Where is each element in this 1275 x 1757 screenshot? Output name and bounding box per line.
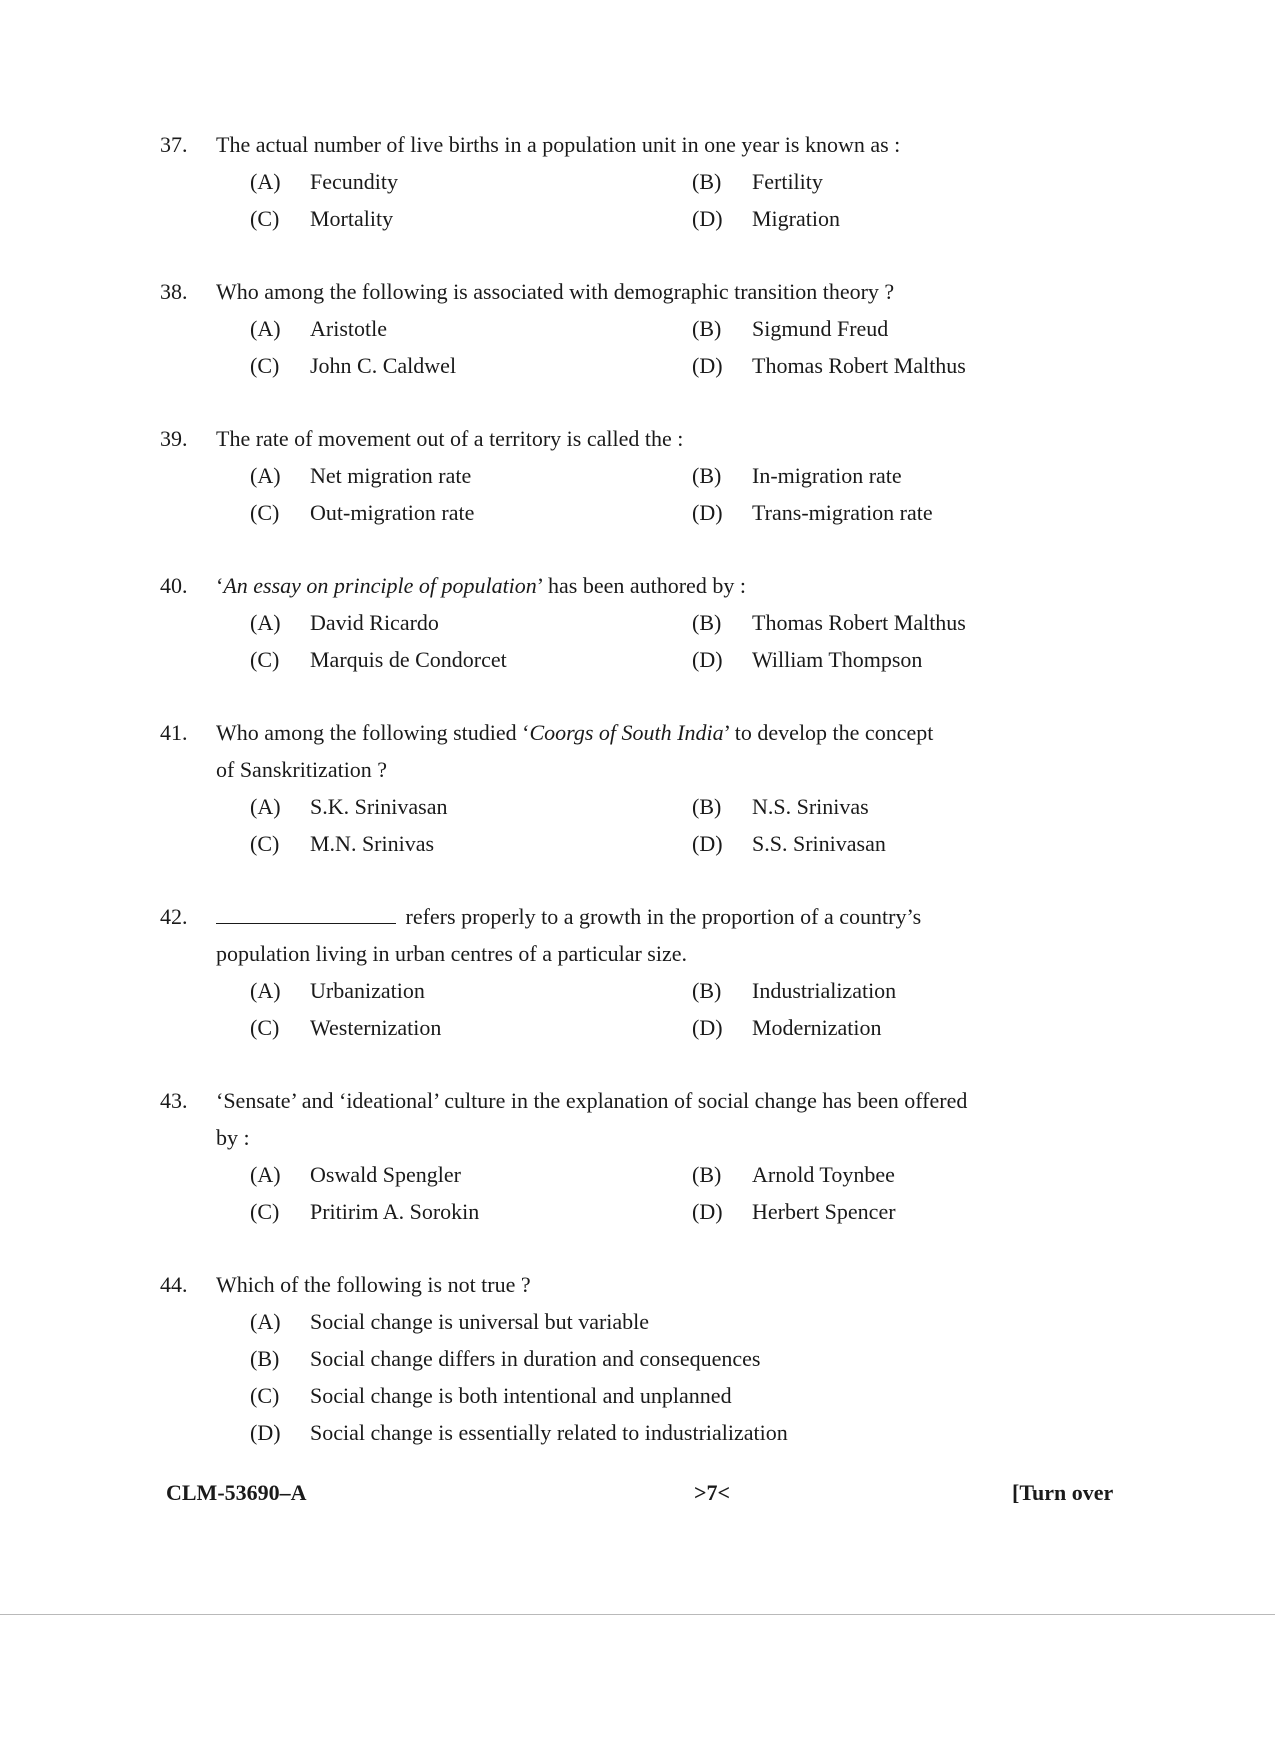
option-d: (D) Trans-migration rate — [692, 500, 933, 525]
option-b: (B) Industrialization — [692, 978, 897, 1003]
question-stem: ‘Sensate’ and ‘ideational’ culture in the explanation of social change has been offered — [216, 1088, 968, 1113]
option-c: (C) Marquis de Condorcet — [250, 647, 507, 672]
options — [250, 972, 1010, 1046]
options — [250, 163, 1010, 237]
option-d: (D) Thomas Robert Malthus — [692, 353, 966, 378]
question-44 — [160, 1266, 1010, 1451]
paper-code: CLM-53690–A — [166, 1480, 307, 1505]
question-number: 41. — [160, 720, 188, 745]
question-43 — [160, 1082, 1010, 1230]
question-number: 42. — [160, 904, 188, 929]
option-b: (B) Arnold Toynbee — [692, 1162, 895, 1187]
option-b: (B) In-migration rate — [692, 463, 902, 488]
option-d: (D) William Thompson — [692, 647, 923, 672]
option-a: (A) Fecundity — [250, 169, 398, 194]
options — [250, 788, 1010, 862]
option-c: (C) Social change is both intentional and unplanned — [250, 1383, 732, 1408]
option-c: (C) Pritirim A. Sorokin — [250, 1199, 480, 1224]
option-a: (A) S.K. Srinivasan — [250, 794, 448, 819]
question-39 — [160, 420, 1010, 531]
option-d: (D) S.S. Srinivasan — [692, 831, 886, 856]
question-stem-line2: of Sanskritization ? — [216, 757, 388, 782]
fill-in-blank — [216, 901, 396, 924]
question-stem: ‘An essay on principle of population’ has been authored by : — [216, 573, 746, 598]
option-a: (A) Oswald Spengler — [250, 1162, 461, 1187]
option-b: (B) Thomas Robert Malthus — [692, 610, 966, 635]
question-40 — [160, 567, 1010, 678]
question-37 — [160, 126, 1010, 237]
options — [250, 1303, 1010, 1451]
question-stem: Which of the following is not true ? — [216, 1272, 531, 1297]
question-number: 37. — [160, 132, 188, 157]
question-41 — [160, 714, 1010, 862]
question-stem: Who among the following studied ‘Coorgs of South India’ to develop the concept — [216, 720, 934, 745]
option-d: (D) Herbert Spencer — [692, 1199, 896, 1224]
option-a: (A) Social change is universal but variable — [250, 1309, 650, 1334]
question-38 — [160, 273, 1010, 384]
options — [250, 1156, 1010, 1230]
option-c: (C) M.N. Srinivas — [250, 831, 435, 856]
option-d: (D) Social change is essentially related to industrialization — [250, 1420, 788, 1445]
question-number: 38. — [160, 279, 188, 304]
option-d: (D) Migration — [692, 206, 840, 231]
option-a: (A) Net migration rate — [250, 463, 472, 488]
option-a: (A) Urbanization — [250, 978, 425, 1003]
question-stem-line2: by : — [216, 1125, 250, 1150]
question-stem: Who among the following is associated with demographic transition theory ? — [216, 279, 895, 304]
option-a: (A) Aristotle — [250, 316, 387, 341]
option-c: (C) Westernization — [250, 1015, 442, 1040]
question-stem: refers properly to a growth in the proportion of a country’s — [216, 898, 1010, 935]
option-c: (C) John C. Caldwel — [250, 353, 457, 378]
scan-edge-line — [0, 1614, 1275, 1615]
question-number: 39. — [160, 426, 188, 451]
options — [250, 604, 1010, 678]
question-number: 44. — [160, 1272, 188, 1297]
option-b: (B) Sigmund Freud — [692, 316, 889, 341]
question-number: 43. — [160, 1088, 188, 1113]
question-number: 40. — [160, 573, 188, 598]
option-b: (B) N.S. Srinivas — [692, 794, 869, 819]
option-c: (C) Mortality — [250, 206, 394, 231]
option-d: (D) Modernization — [692, 1015, 882, 1040]
option-b: (B) Fertility — [692, 169, 823, 194]
options — [250, 457, 1010, 531]
option-c: (C) Out-migration rate — [250, 500, 475, 525]
question-stem: The actual number of live births in a population unit in one year is known as : — [216, 132, 901, 157]
turn-over-note: [Turn over — [1012, 1480, 1114, 1505]
option-b: (B) Social change differs in duration and consequences — [250, 1346, 761, 1371]
option-a: (A) David Ricardo — [250, 610, 439, 635]
question-stem: The rate of movement out of a territory is called the : — [216, 426, 684, 451]
page-number: >7< — [694, 1480, 731, 1505]
question-42 — [160, 898, 1010, 1046]
options — [250, 310, 1010, 384]
question-stem-line2: population living in urban centres of a particular size. — [216, 941, 688, 966]
